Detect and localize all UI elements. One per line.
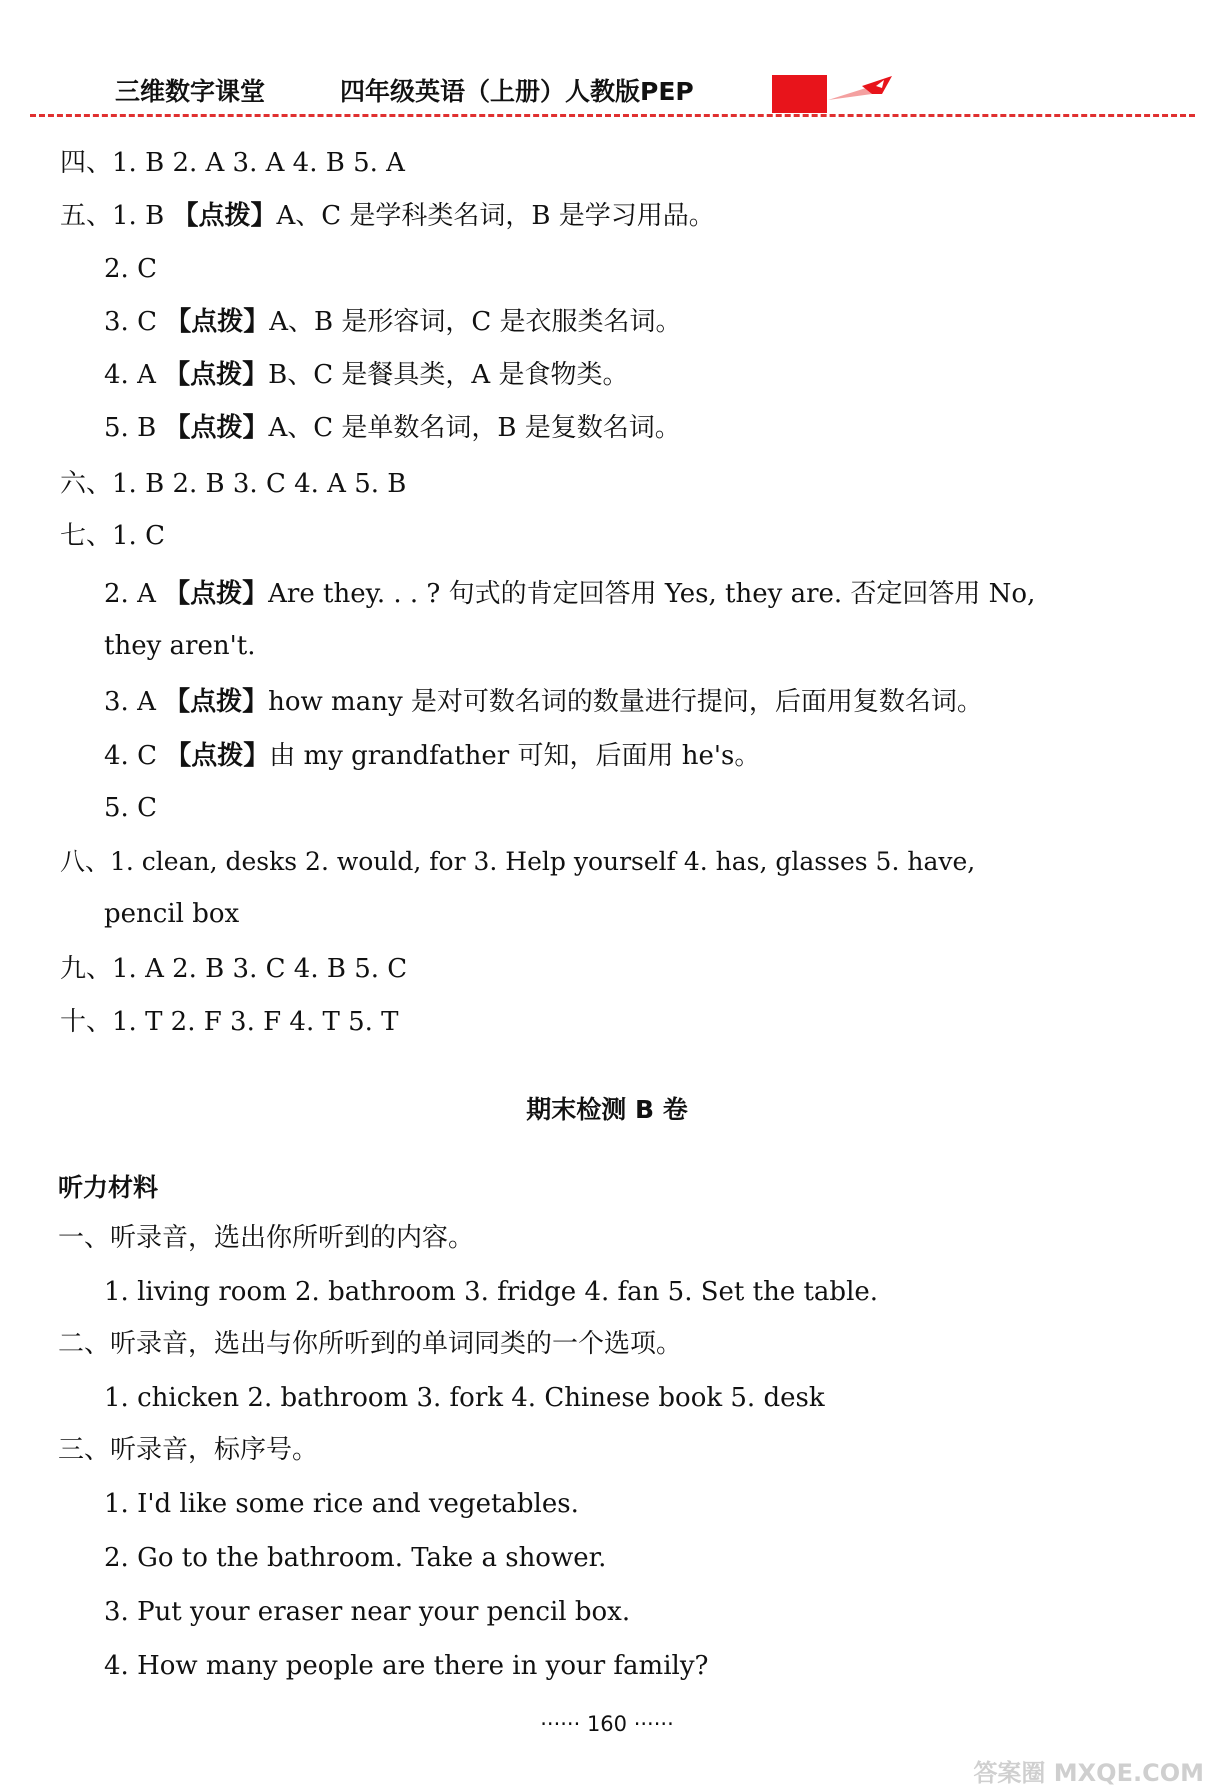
answer-section-8: 八、1. clean, desks 2. would, for 3. Help yourself 4. has, glasses 5. have,	[60, 847, 976, 876]
answer-section-6: 六、1. B 2. B 3. C 4. A 5. B	[60, 469, 407, 499]
answer-section-7-item-4	[104, 740, 760, 772]
answer-section-7-item-2-cont: they aren't.	[104, 631, 256, 661]
hint-label: 【点拨】	[165, 307, 270, 337]
answer-section-5-item-2: 2. C	[104, 254, 157, 284]
header-book-title: 四年级英语（上册）人教版PEP	[340, 77, 694, 106]
item-answer: 3. A	[104, 687, 165, 717]
watermark-logo: 答案圈 MXQE.COM	[973, 1759, 1204, 1787]
listening-part-3-item-4: 4. How many people are there in your family?	[104, 1651, 709, 1681]
item-answer: 2. A	[104, 579, 165, 609]
hint-text: A、B 是形容词，C 是衣服类名词。	[269, 307, 682, 337]
hint-label: 【点拨】	[164, 579, 269, 609]
answer-section-5-item-5	[104, 412, 681, 444]
answer-section-5-item-3	[104, 306, 682, 338]
hint-label: 【点拨】	[172, 201, 277, 231]
item-answer: 五、1. B	[60, 201, 173, 231]
section-b-title: 期末检测 B 卷	[526, 1095, 688, 1124]
listening-part-3-heading: 三、听录音，标序号。	[58, 1435, 319, 1465]
hint-label: 【点拨】	[164, 687, 269, 717]
item-answer: 5. B	[104, 413, 165, 443]
listening-materials-title: 听力材料	[58, 1173, 159, 1202]
hint-text: B、C 是餐具类，A 是食物类。	[268, 360, 629, 390]
hint-text: A、C 是单数名词，B 是复数名词。	[268, 413, 681, 443]
page-number: ······ 160 ······	[540, 1712, 674, 1736]
answer-section-5-item-4	[104, 359, 628, 391]
answer-section-7-item-2	[104, 578, 1035, 610]
answer-section-5-item-1	[60, 200, 715, 232]
answer-section-9: 九、1. A 2. B 3. C 4. B 5. C	[60, 954, 408, 984]
item-answer: 4. A	[104, 360, 165, 390]
hint-text: 由 my grandfather 可知，后面用 he's。	[269, 741, 761, 771]
rocket-icon	[826, 74, 896, 104]
item-answer: 4. C	[104, 741, 166, 771]
item-answer: 3. C	[104, 307, 166, 337]
hint-text: A、C 是学科类名词，B 是学习用品。	[276, 201, 715, 231]
answer-section-10: 十、1. T 2. F 3. F 4. T 5. T	[60, 1007, 399, 1037]
listening-part-1-items: 1. living room 2. bathroom 3. fridge 4. fan 5. Set the table.	[104, 1277, 879, 1307]
hint-label: 【点拨】	[165, 741, 270, 771]
listening-part-1-heading: 一、听录音，选出你所听到的内容。	[58, 1223, 475, 1253]
answer-section-7-item-1: 七、1. C	[60, 521, 165, 551]
listening-part-2-items: 1. chicken 2. bathroom 3. fork 4. Chinese book 5. desk	[104, 1383, 825, 1413]
hint-label: 【点拨】	[164, 360, 269, 390]
answer-section-8-cont: pencil box	[104, 899, 240, 929]
listening-part-2-heading: 二、听录音，选出与你所听到的单词同类的一个选项。	[58, 1329, 683, 1359]
hint-label: 【点拨】	[164, 413, 269, 443]
listening-part-3-item-3: 3. Put your eraser near your pencil box.	[104, 1597, 631, 1627]
red-flag-icon	[772, 75, 827, 113]
header-divider	[30, 114, 1195, 117]
answer-section-7-item-3	[104, 686, 983, 718]
listening-part-3-item-1: 1. I'd like some rice and vegetables.	[104, 1489, 579, 1519]
answer-section-7-item-5: 5. C	[104, 793, 157, 823]
header-series: 三维数字课堂	[115, 77, 266, 106]
listening-part-3-item-2: 2. Go to the bathroom. Take a shower.	[104, 1543, 607, 1573]
hint-text: how many 是对可数名词的数量进行提问，后面用复数名词。	[268, 687, 983, 717]
hint-text: Are they. . . ? 句式的肯定回答用 Yes, they are. 否定回答用 No,	[268, 579, 1036, 609]
answer-section-4: 四、1. B 2. A 3. A 4. B 5. A	[60, 148, 405, 178]
